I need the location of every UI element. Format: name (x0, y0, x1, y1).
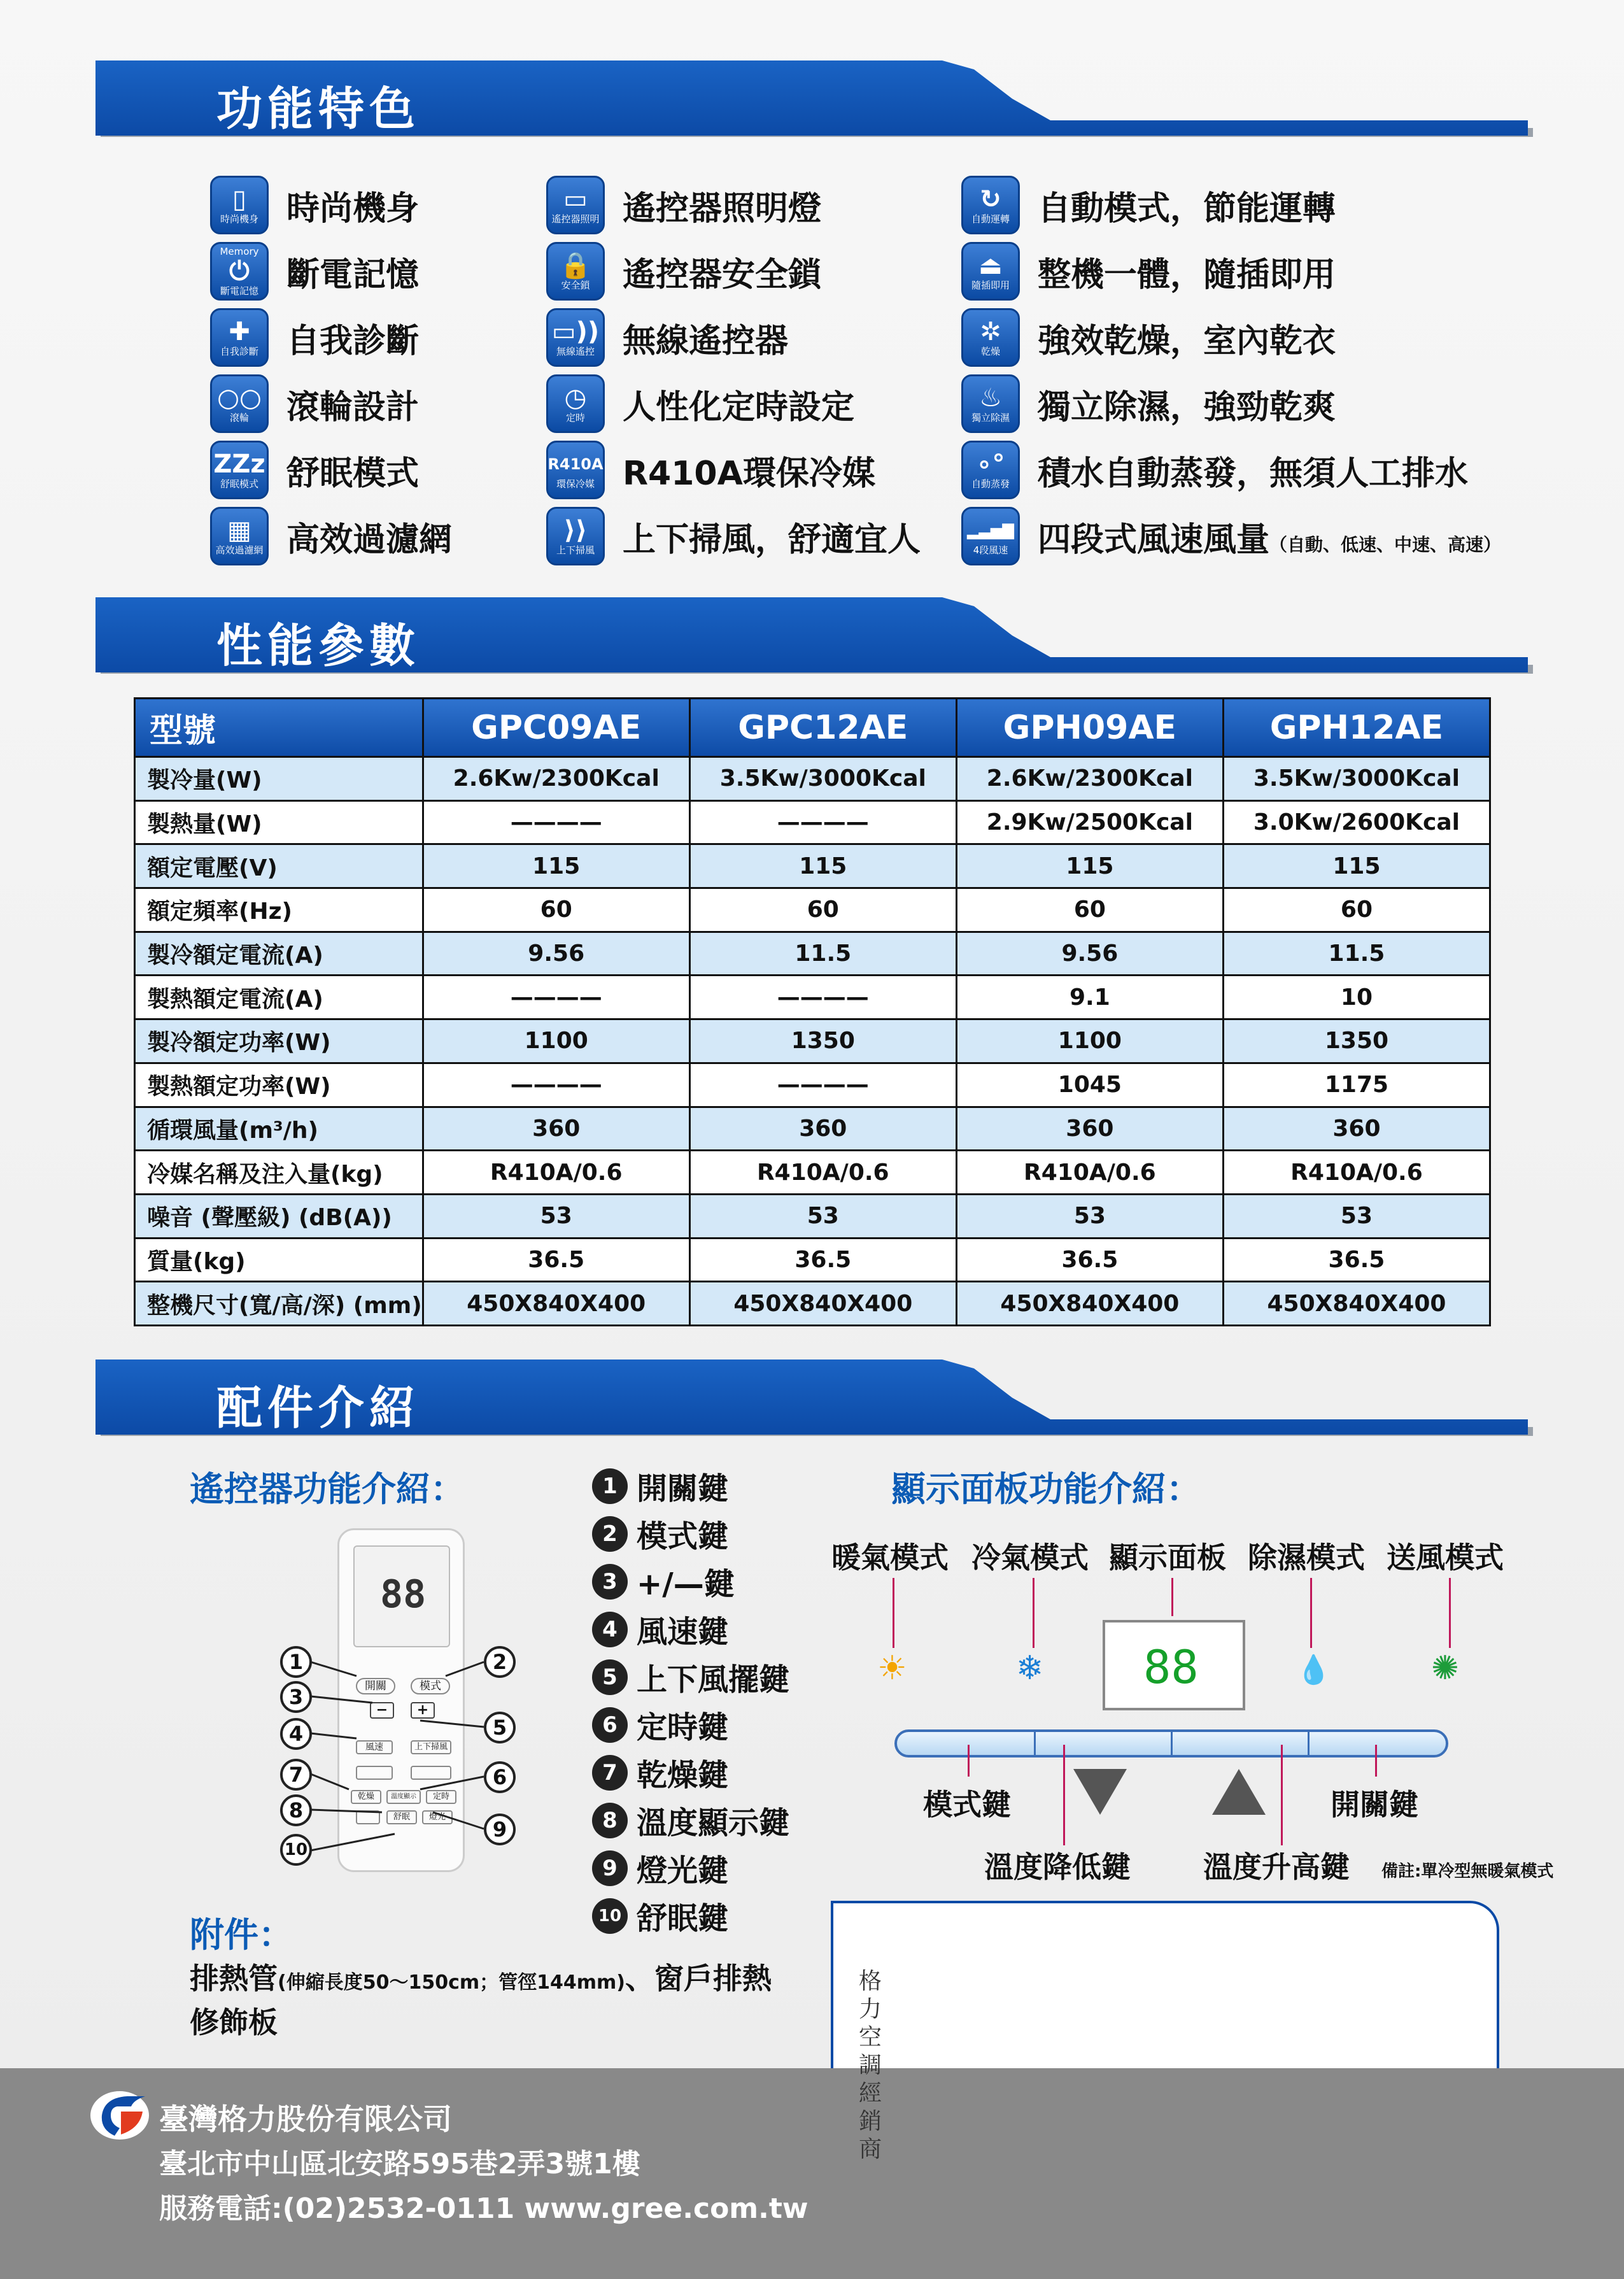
remote-light-button[interactable]: 燈光 (422, 1810, 453, 1824)
panel-line-cool (1033, 1578, 1034, 1648)
feature-glyph: ⏏ (978, 251, 1003, 280)
table-cell: 450X840X400 (956, 1282, 1223, 1326)
table-row-label: 額定電壓(V) (135, 844, 423, 888)
key-label: 開關鍵 (637, 1471, 729, 1507)
feature-label: 斷電記憶 (286, 255, 420, 294)
key-number-badge: 9 (592, 1850, 628, 1886)
table-row-label: 製冷量(W) (135, 757, 423, 801)
table-cell: 11.5 (689, 932, 956, 976)
remote-callout-5: 5 (484, 1712, 516, 1743)
table-row-label: 製冷額定電流(A) (135, 932, 423, 976)
feature-label: 遙控器安全鎖 (623, 255, 822, 294)
temp-up-triangle-icon (1212, 1769, 1266, 1815)
table-cell: ———— (423, 800, 689, 844)
remote-callout-4: 4 (280, 1718, 312, 1750)
table-cell: 1350 (1223, 1019, 1490, 1063)
feature-caption: 遙控器照明 (551, 213, 600, 225)
key-label: 定時鍵 (637, 1710, 729, 1745)
panel-note: 備註:單冷型無暖氣模式 (1381, 1862, 1554, 1881)
accessories-title: 配件介紹 (216, 1381, 421, 1435)
table-cell: 2.6Kw/2300Kcal (423, 757, 689, 801)
feature-caption: 自動蒸發 (971, 478, 1010, 490)
key-number-badge: 5 (592, 1659, 628, 1695)
panel-control-strip (894, 1729, 1448, 1757)
feature-label: 整機一體，隨插即用 (1038, 255, 1336, 294)
table-cell: 3.5Kw/3000Kcal (689, 757, 956, 801)
table-row-label: 質量(kg) (135, 1238, 423, 1282)
table-cell: 1175 (1223, 1063, 1490, 1107)
accessories-text-2: 、窗戶排熱 (625, 1961, 772, 1996)
feature-glyph: R410A (547, 455, 604, 473)
remote-title: 遙控器功能介紹： (190, 1469, 465, 1509)
panel-line-power-key (1375, 1745, 1377, 1777)
remote-callout-1: 1 (280, 1646, 312, 1678)
table-header-gph12ae: GPH12AE (1223, 699, 1490, 757)
remote-minus-button[interactable]: − (370, 1702, 394, 1719)
feature-label: 強效乾燥，室內乾衣 (1038, 322, 1336, 360)
table-cell: 9.56 (956, 932, 1223, 976)
table-row-label: 噪音 (聲壓級) (dB(A)) (135, 1194, 423, 1238)
panel-down-key-label: 溫度降低鍵 (984, 1850, 1131, 1884)
key-label: 舒眠鍵 (637, 1901, 729, 1936)
panel-line-heat (893, 1578, 894, 1648)
feature-caption: 上下掃風 (556, 544, 595, 556)
sun-icon: ☀ (877, 1649, 907, 1687)
table-cell: 9.1 (956, 976, 1223, 1019)
feature-caption: 乾燥 (980, 346, 1000, 357)
table-cell: 450X840X400 (689, 1282, 956, 1326)
table-cell: ———— (689, 976, 956, 1019)
panel-display-digits: 88 (1143, 1640, 1199, 1694)
remote-callout-8: 8 (280, 1794, 312, 1826)
remote-dry-button[interactable]: 乾燥 (351, 1790, 381, 1804)
key-label: 乾燥鍵 (637, 1757, 729, 1793)
panel-mode-key-label: 模式鍵 (923, 1787, 1011, 1822)
panel-line-dehumidify (1310, 1578, 1312, 1648)
feature-label: 無線遙控器 (623, 322, 789, 360)
key-label: +/—鍵 (637, 1566, 735, 1602)
feature-caption: 4段風速 (973, 544, 1008, 556)
feature-glyph: ✚ (229, 317, 250, 346)
feature-label: 自動模式，節能運轉 (1038, 189, 1336, 228)
table-cell: 115 (423, 844, 689, 888)
feature-caption: 斷電記憶 (220, 285, 258, 297)
feature-glyph: ▯ (232, 185, 246, 214)
table-cell: R410A/0.6 (1223, 1151, 1490, 1195)
table-cell: ———— (689, 800, 956, 844)
fan-icon: ✺ (1431, 1649, 1459, 1687)
table-cell: ———— (423, 1063, 689, 1107)
feature-glyph: ○○ (217, 383, 262, 413)
panel-mode-fan: 送風模式 (1387, 1540, 1504, 1575)
table-cell: 360 (423, 1107, 689, 1151)
gree-logo-icon (89, 2090, 150, 2141)
feature-glyph: ↻ (980, 185, 1001, 214)
key-number-badge: 10 (592, 1898, 628, 1934)
feature-caption: 滾輪 (229, 412, 249, 423)
panel-line-fan (1449, 1578, 1451, 1648)
feature-label: 自我診斷 (286, 322, 420, 360)
remote-sleep-button[interactable]: 舒眠 (386, 1810, 417, 1824)
feature-caption: 高效過濾網 (215, 544, 264, 556)
key-label: 模式鍵 (637, 1519, 729, 1554)
remote-callout-6: 6 (484, 1761, 516, 1793)
table-cell: 10 (1223, 976, 1490, 1019)
remote-lcd-digits: 88 (380, 1572, 427, 1617)
feature-glyph: ⟩⟩ (563, 516, 588, 545)
table-cell: R410A/0.6 (956, 1151, 1223, 1195)
table-row-label: 循環風量(m³/h) (135, 1107, 423, 1151)
feature-glyph: ∘° (976, 450, 1005, 479)
panel-mode-cool: 冷氣模式 (971, 1540, 1089, 1575)
accessories-label: 附件： (190, 1915, 293, 1955)
table-cell: ———— (689, 1063, 956, 1107)
table-row-label: 製冷額定功率(W) (135, 1019, 423, 1063)
table-row-label: 冷媒名稱及注入量(kg) (135, 1151, 423, 1195)
feature-caption: 安全鎖 (561, 280, 590, 291)
key-number-badge: 2 (592, 1516, 628, 1552)
key-number-badge: 1 (592, 1468, 628, 1504)
key-number-badge: 6 (592, 1707, 628, 1743)
table-cell: 53 (689, 1194, 956, 1238)
feature-label: 遙控器照明燈 (623, 189, 822, 228)
remote-power-button[interactable]: 開關 (356, 1678, 395, 1694)
table-row-label: 製熱量(W) (135, 800, 423, 844)
accessories-text-3: 修飾板 (190, 2005, 278, 2040)
table-cell: 53 (956, 1194, 1223, 1238)
remote-callout-2: 2 (484, 1646, 516, 1678)
table-cell: 450X840X400 (1223, 1282, 1490, 1326)
feature-glyph: ▦ (227, 516, 251, 545)
key-number-badge: 4 (592, 1612, 628, 1647)
remote-fan-button[interactable]: 風速 (356, 1740, 393, 1754)
panel-power-key-label: 開關鍵 (1331, 1787, 1418, 1822)
accessories-text (190, 1959, 772, 2042)
table-cell: 3.0Kw/2600Kcal (1223, 800, 1490, 844)
feature-label: 積水自動蒸發，無須人工排水 (1038, 454, 1469, 493)
feature-caption: 無線遙控 (556, 346, 595, 357)
table-header-model: 型號 (135, 699, 423, 757)
table-cell: 36.5 (423, 1238, 689, 1282)
table-cell: 36.5 (956, 1238, 1223, 1282)
table-cell: 1100 (423, 1019, 689, 1063)
table-cell: 60 (423, 888, 689, 932)
feature-label: 舒眠模式 (286, 454, 420, 493)
table-header-gpc09ae: GPC09AE (423, 699, 689, 757)
accessories-text-1: 排熱管 (190, 1961, 278, 1996)
table-cell: 1045 (956, 1063, 1223, 1107)
remote-callout-3: 3 (280, 1681, 312, 1713)
feature-label: 四段式風速風量（自動、低速、中速、高速） (1038, 520, 1502, 559)
remote-timer-button[interactable]: 定時 (426, 1790, 456, 1804)
table-cell: 60 (689, 888, 956, 932)
feature-caption: 自動運轉 (971, 213, 1010, 225)
droplet-icon: 💧 (1296, 1654, 1331, 1686)
table-cell: R410A/0.6 (689, 1151, 956, 1195)
table-cell: 36.5 (689, 1238, 956, 1282)
snowflake-icon: ❄ (1016, 1649, 1044, 1687)
table-cell: 2.9Kw/2500Kcal (956, 800, 1223, 844)
key-label: 上下風擺鍵 (637, 1662, 790, 1698)
table-header-gpc12ae: GPC12AE (689, 699, 956, 757)
feature-badge: Memory (220, 246, 259, 257)
feature-label: 上下掃風，舒適宜人 (623, 520, 921, 559)
remote-temp-button[interactable]: 溫度顯示 (386, 1790, 421, 1804)
remote-plus-button[interactable]: + (411, 1702, 435, 1719)
panel-line-mode-key (968, 1745, 970, 1777)
table-row-label: 整機尺寸(寬/高/深) (mm) (135, 1282, 423, 1326)
table-cell: 53 (423, 1194, 689, 1238)
feature-glyph: ✲ (980, 317, 1001, 346)
table-cell: 2.6Kw/2300Kcal (956, 757, 1223, 801)
table-cell: 9.56 (423, 932, 689, 976)
feature-label: 高效過濾網 (286, 520, 453, 559)
table-cell: 360 (689, 1107, 956, 1151)
table-cell: 3.5Kw/3000Kcal (1223, 757, 1490, 801)
key-number-badge: 3 (592, 1564, 628, 1600)
table-cell: 360 (1223, 1107, 1490, 1151)
feature-glyph: ▭ (563, 185, 588, 214)
feature-caption: 定時 (565, 412, 585, 423)
footer-phone: 服務電話:(02)2532-0111 www.gree.com.tw (159, 2192, 808, 2225)
feature-caption: 獨立除濕 (971, 412, 1010, 423)
feature-caption: 隨插即用 (971, 280, 1010, 291)
specs-title: 性能參數 (216, 619, 421, 672)
table-row-label: 製熱額定功率(W) (135, 1063, 423, 1107)
key-number-badge: 8 (592, 1803, 628, 1838)
feature-caption: 自我診斷 (220, 346, 258, 357)
panel-line-down-key (1063, 1745, 1065, 1845)
table-cell: 115 (956, 844, 1223, 888)
panel-display (1103, 1620, 1245, 1710)
panel-mode-heat: 暖氣模式 (831, 1540, 949, 1575)
panel-line-display (1171, 1578, 1173, 1616)
feature-note: （自動、低速、中速、高速） (1269, 534, 1502, 555)
feature-label: 時尚機身 (286, 189, 420, 228)
feature-glyph: ZZz (213, 450, 265, 479)
feature-caption: 舒眠模式 (220, 478, 258, 490)
table-cell: 60 (1223, 888, 1490, 932)
feature-label: R410A環保冷媒 (623, 454, 875, 493)
key-label: 溫度顯示鍵 (637, 1805, 790, 1841)
footer-company: 臺灣格力股份有限公司 (159, 2102, 452, 2136)
panel-line-up-key (1281, 1745, 1283, 1845)
table-cell: 53 (1223, 1194, 1490, 1238)
feature-glyph: 🔒 (560, 251, 591, 280)
dealer-label: 格力空調經銷商 (858, 1968, 882, 2162)
key-number-badge: 7 (592, 1755, 628, 1791)
table-cell: 11.5 (1223, 932, 1490, 976)
feature-label: 滾輪設計 (286, 388, 420, 427)
table-cell: 450X840X400 (423, 1282, 689, 1326)
remote-callout-9: 9 (484, 1814, 516, 1845)
remote-swing-button[interactable]: 上下掃風 (411, 1740, 451, 1754)
footer-address: 臺北市中山區北安路595巷2弄3號1樓 (159, 2148, 640, 2180)
remote-mode-button[interactable]: 模式 (411, 1678, 450, 1694)
feature-glyph: ⏻ (229, 257, 250, 286)
table-row-label: 製熱額定電流(A) (135, 976, 423, 1019)
table-row-label: 額定頻率(Hz) (135, 888, 423, 932)
feature-label: 獨立除濕，強勁乾爽 (1038, 388, 1336, 427)
table-cell: 1350 (689, 1019, 956, 1063)
feature-glyph: ▂▃▅▇ (967, 522, 1014, 539)
table-cell: 60 (956, 888, 1223, 932)
remote-callout-7: 7 (280, 1759, 312, 1791)
feature-label: 人性化定時設定 (623, 388, 855, 427)
key-label: 燈光鍵 (637, 1853, 729, 1889)
panel-up-key-label: 溫度升高鍵 (1203, 1850, 1350, 1884)
panel-display-label: 顯示面板 (1109, 1540, 1226, 1575)
panel-mode-dehumidify: 除濕模式 (1248, 1540, 1365, 1575)
table-header-gph09ae: GPH09AE (956, 699, 1223, 757)
feature-glyph: ▭)) (551, 317, 600, 346)
table-cell: 115 (689, 844, 956, 888)
table-cell: 36.5 (1223, 1238, 1490, 1282)
accessories-text-small: (伸縮長度50～150cm；管徑144mm) (278, 1971, 625, 1994)
key-label: 風速鍵 (637, 1614, 729, 1650)
feature-glyph: ◷ (564, 383, 587, 413)
feature-caption: 時尚機身 (220, 213, 258, 225)
table-cell: 360 (956, 1107, 1223, 1151)
table-cell: 115 (1223, 844, 1490, 888)
features-title: 功能特色 (216, 82, 421, 136)
table-cell: ———— (423, 976, 689, 1019)
temp-down-triangle-icon (1073, 1769, 1127, 1815)
remote-callout-10: 10 (280, 1834, 312, 1866)
feature-caption: 環保冷媒 (556, 478, 595, 490)
table-cell: 1100 (956, 1019, 1223, 1063)
table-cell: R410A/0.6 (423, 1151, 689, 1195)
feature-glyph: ♨ (979, 383, 1002, 413)
panel-title: 顯示面板功能介紹： (891, 1469, 1201, 1509)
